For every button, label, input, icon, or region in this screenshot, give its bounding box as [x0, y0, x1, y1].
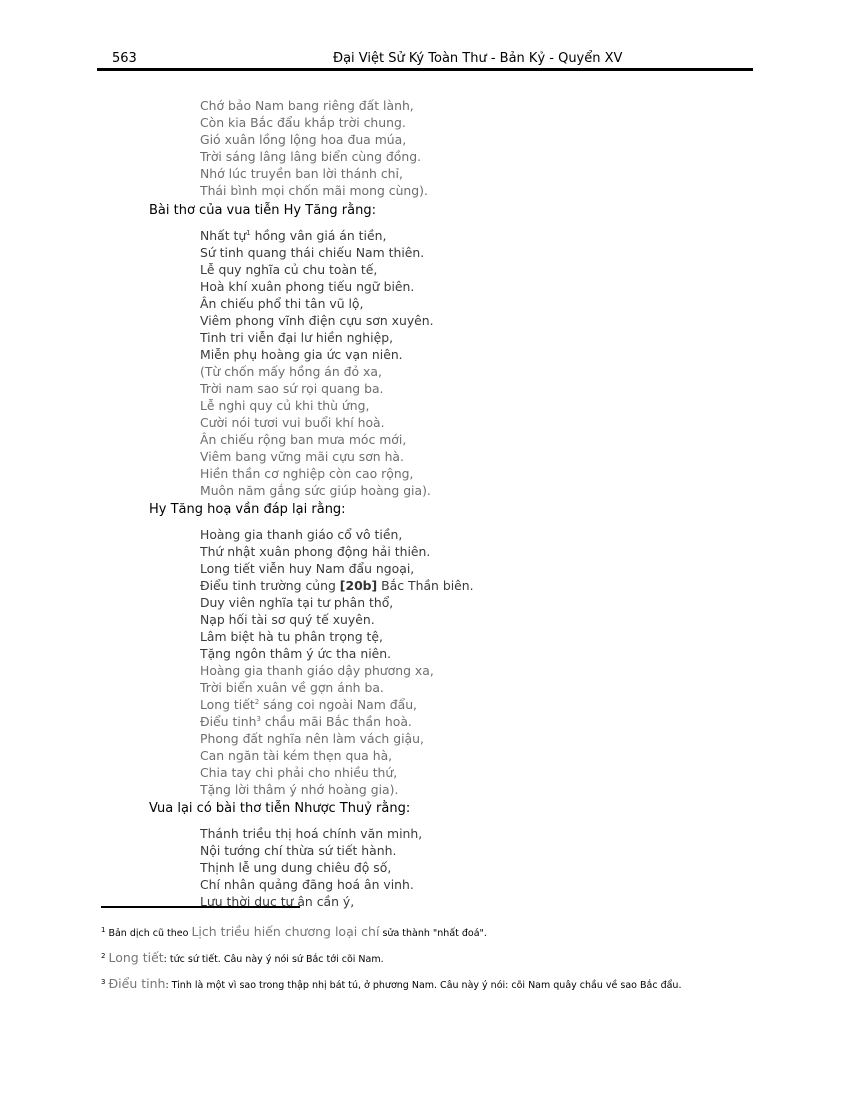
verse-line: Thịnh lễ ung dung chiêu độ số,: [200, 860, 392, 875]
verse-line: Miễn phụ hoàng gia ức vạn niên.: [200, 347, 403, 362]
section-intro-3: Vua lại có bài thơ tiễn Nhược Thuỷ rằng:: [149, 801, 411, 816]
verse-line: Nhất tự$^1$ hồng vân giá án tiền,: [200, 228, 387, 243]
verse-line: Nội tướng chí thừa sứ tiết hành.: [200, 843, 397, 858]
verse-line: Viêm bang vững mãi cựu sơn hà.: [200, 449, 404, 464]
verse-line: Thánh triều thị hoá chính văn minh,: [200, 826, 423, 841]
page-reference-marker: [20b]: [339, 578, 378, 593]
verse-line: Lâm biệt hà tu phân trọng tệ,: [200, 629, 383, 644]
poem-2-translation: [200, 662, 850, 798]
poem-2-original: [200, 526, 850, 662]
verse-line: Long tiết$^2$ sáng coi ngoài Nam đẩu,: [200, 697, 417, 712]
verse-line: Long tiết viễn huy Nam đẩu ngoại,: [200, 561, 415, 576]
footnote-number: 3: [101, 977, 106, 986]
footnote-term: Điểu tinh: [108, 976, 166, 991]
verse-line: Tặng lời thâm ý nhớ hoàng gia).: [200, 782, 399, 797]
verse-line: Nạp hối tài sơ quý tế xuyên.: [200, 612, 375, 627]
verse-line: Tặng ngôn thâm ý ức tha niên.: [200, 646, 392, 661]
footnote-number: 2: [101, 951, 106, 960]
verse-line: Điểu tinh$^3$ chầu mãi Bắc thần hoà.: [200, 714, 412, 729]
verse-line: Trời biển xuân về gợn ánh ba.: [200, 680, 384, 695]
poem-3-original: [200, 825, 850, 910]
verse-line: Trời nam sao sứ rọi quang ba.: [200, 381, 384, 396]
verse-line: Muôn năm gắng sức giúp hoàng gia).: [200, 483, 431, 498]
verse-line: Lễ nghi quy củ khi thù ứng,: [200, 398, 370, 413]
verse-line: Thứ nhật xuân phong động hải thiên.: [200, 544, 431, 559]
verse-line: Viêm phong vĩnh điện cựu sơn xuyên.: [200, 313, 434, 328]
verse-line: Nhớ lúc truyền ban lời thánh chỉ,: [200, 166, 403, 181]
verse-line: Hiền thần cơ nghiệp còn cao rộng,: [200, 466, 414, 481]
footnotes: [101, 925, 761, 1003]
footnote-2: $^2$ Long tiết: tức sứ tiết. Câu này ý nói sứ Bắc tới cõi Nam.: [101, 950, 384, 965]
verse-line: Duy viên nghĩa tại tư phân thổ,: [200, 595, 394, 610]
verse-line: Ân chiếu rộng ban mưa móc mới,: [200, 432, 407, 447]
verse-line: Can ngăn tài kém thẹn qua hà,: [200, 748, 393, 763]
verse-line: Điểu tinh trường củng [20b] Bắc Thần biên.: [200, 578, 474, 593]
poem-1-original: [200, 227, 850, 363]
footnote-1: $^1$ Bản dịch cũ theo Lịch triều hiến chương loại chí sửa thành "nhất đoá".: [101, 924, 487, 939]
verse-line: Còn kia Bắc đẩu khắp trời chung.: [200, 115, 406, 130]
page-number: 563: [112, 51, 137, 66]
verse-line: Phong đất nghĩa nên làm vách giậu,: [200, 731, 424, 746]
section-intro-2: Hy Tăng hoạ vần đáp lại rằng:: [149, 502, 346, 517]
verse-line: Chí nhân quảng đãng hoá ân vinh.: [200, 877, 414, 892]
verse-line: Trời sáng lâng lâng biển cùng đồng.: [200, 149, 422, 164]
footnote-number: 1: [101, 925, 106, 934]
verse-line: Hoàng gia thanh giáo cổ vô tiền,: [200, 527, 403, 542]
verse-line: Gió xuân lồng lộng hoa đua múa,: [200, 132, 407, 147]
footnote-3: $^3$ Điểu tinh: Tinh là một vì sao trong thập nhị bát tú, ở phương Nam. Câu này ý nói: cõi Nam quây chầu về sao Bắc đẩu.: [101, 976, 682, 991]
poem-opening-translation: [200, 97, 850, 199]
verse-line: Lưu thời dục tự ân cần ý,: [200, 894, 355, 909]
footnote-ref-2[interactable]: 2: [254, 697, 260, 706]
verse-line: Lễ quy nghĩa củ chu toàn tế,: [200, 262, 378, 277]
footnote-term: Long tiết: [108, 950, 164, 965]
verse-line: (Từ chốn mấy hồng án đỏ xa,: [200, 364, 382, 379]
verse-line: Tinh tri viễn đại lư hiền nghiệp,: [200, 330, 394, 345]
footnote-term: Lịch triều hiến chương loại chí: [191, 924, 380, 939]
page-header: [97, 48, 753, 71]
verse-line: Ân chiếu phổ thi tân vũ lộ,: [200, 296, 364, 311]
verse-line: Hoàng gia thanh giáo dậy phương xa,: [200, 663, 434, 678]
verse-line: Chớ bảo Nam bang riêng đất lành,: [200, 98, 414, 113]
verse-line: Sứ tinh quang thái chiếu Nam thiên.: [200, 245, 425, 260]
footnote-ref-1[interactable]: 1: [246, 228, 251, 237]
verse-line: Thái bình mọi chốn mãi mong cùng).: [200, 183, 428, 198]
footnote-divider: [101, 906, 300, 908]
verse-line: Chia tay chi phải cho nhiều thứ,: [200, 765, 398, 780]
section-intro-1: Bài thơ của vua tiễn Hy Tăng rằng:: [149, 203, 376, 218]
page-body: [0, 97, 850, 910]
verse-line: Cười nói tươi vui buổi khí hoà.: [200, 415, 385, 430]
running-title: Đại Việt Sử Ký Toàn Thư - Bản Kỷ - Quyển XV: [333, 51, 623, 66]
footnote-ref-3[interactable]: 3: [256, 714, 261, 723]
poem-1-translation: [200, 363, 850, 499]
verse-line: Hoà khí xuân phong tiếu ngữ biên.: [200, 279, 415, 294]
